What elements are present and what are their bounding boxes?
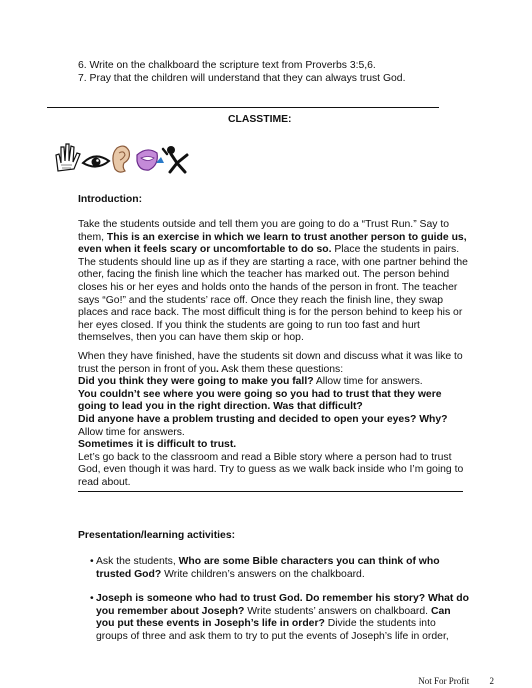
intro-heading: Introduction: [78,194,143,205]
divider [47,107,439,108]
bullet-text-2: Divide the students into groups of three and ask them to try to put the events of Joseph’s life in order, [96,618,449,642]
footer-text: Not For Profit [418,676,470,686]
presentation-heading: Presentation/learning activities: [78,530,236,541]
discussion-paragraph [78,351,470,490]
list-item: 7. Pray that the children will understand that they can always trust God. [78,72,406,84]
question-3: Did anyone have a problem trusting and decided to open your eyes? Why? [78,413,448,425]
list-item [78,556,470,581]
page-footer [418,675,494,688]
discussion-dot: . [216,363,219,375]
divider [78,491,463,492]
question-1-note: Allow time for answers. [313,376,423,388]
bullet-text-rest: Write children’s answers on the chalkboard. [161,568,365,580]
intro-text-rest: Place the students in pairs. The students should line up as if they are starting a race, with one partner behind the other, facing the finish line which the teacher has marked out. The person behind closes his or her eyes and holds onto the hands of the person in front. The teacher says “Go!” and the students’ race off. Once they reach the finish line, they swap places and race back. The most difficult thing is for the person behind to keep his or her eyes closed. If you think the students are going to run too fast and hurt themselves, then you can have them skip or hop. [78,244,468,344]
bullet-text: Ask the students, [96,556,179,567]
list-item [78,593,470,643]
list-item: 6. Write on the chalkboard the scripture text from Proverbs 3:5,6. [78,60,376,71]
intro-text: Take the students outside and tell them you are going to do a “Trust Run.” Say to them, [78,219,450,243]
numbered-list [78,60,498,85]
page-number: 2 [489,676,494,686]
bullet-bold: Joseph is someone who had to trust God. Do remember his story? What do you remember about Joseph? [96,593,469,617]
bullet-bold-2: Can you put these events in Joseph’s life in order? [96,605,451,630]
intro-paragraph [78,219,470,345]
icon-strip-svg [53,141,213,175]
ear-icon [113,146,130,172]
statement: Sometimes it is difficult to trust. [78,439,237,451]
figure-icon [163,146,187,172]
question-2: You couldn’t see where you were going so you had to trust that they were going to lead you in the right direction. Was that difficult? [78,388,442,413]
bullet-text: Write students’ answers on chalkboard. [244,605,429,617]
mouth-icon [137,150,164,170]
intro-bold: This is an exercise in which we learn to trust another person to guide us, even when it feels scary or uncomfortable to do so. [78,231,467,256]
discussion-text-rest: Ask them these questions: [218,363,344,375]
hand-icon [56,144,80,171]
bullet-bold: Who are some Bible characters you can think of who trusted God? [96,556,440,580]
sensory-icon-strip [53,141,213,175]
bullet-icon: • [90,556,94,567]
question-1: Did you think they were going to make you fall? [78,376,314,388]
section-title: CLASSTIME: [228,114,292,125]
bullet-list [78,556,470,644]
discussion-text: When they have finished, have the students sit down and discuss what it was like to trust the person in front of you [78,351,463,375]
eye-icon [83,156,109,166]
question-3-note: Allow time for answers. [78,426,185,438]
bullet-icon: • [90,593,94,605]
closing-text: Let’s go back to the classroom and read a Bible story where a person had to trust God, even though it was hard. Try to guess as we walk back inside who I’m going to read about. [78,451,464,488]
